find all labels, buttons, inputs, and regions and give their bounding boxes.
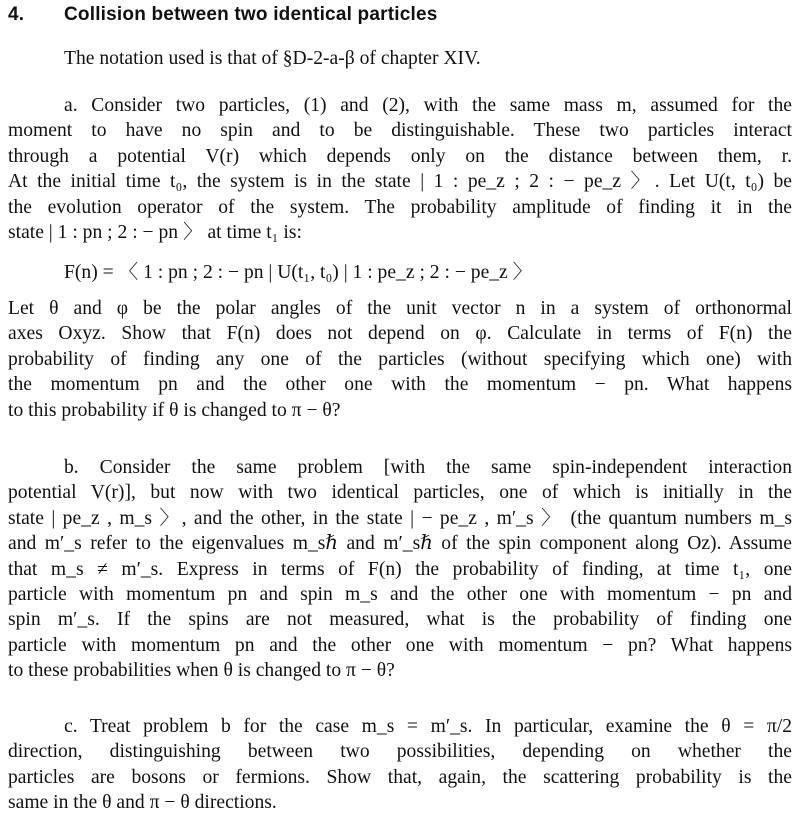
part-b-line: state | pe_z , m_s 〉, and the other, in the state | − pe_z , m′_s 〉 (the quantum numbers m_s	[8, 507, 792, 529]
part-a-paragraph	[8, 93, 792, 245]
part-c-line: c. Treat problem b for the case m_s = m′_s. In particular, examine the θ = π/2	[64, 716, 792, 737]
part-b-line: and m′_s refer to the eigenvalues m_sℏ and m′_sℏ of the spin component along Oz). Assume	[8, 533, 792, 555]
part-c-paragraph	[8, 714, 792, 816]
part-b-line: potential V(r)], but now with two identical particles, one of which is initially in the	[8, 482, 792, 504]
part-c-line: direction, distinguishing between two possibilities, depending on whether the	[8, 741, 792, 763]
part-b-line: b. Consider the same problem [with the same spin-independent interaction	[64, 457, 792, 478]
section-number: 4.	[8, 4, 25, 25]
part-b-line: that m_s ≠ m′_s. Express in terms of F(n) the probability of finding, at time t₁, one	[8, 558, 792, 580]
amplitude-equation: F(n) = 〈 1 : pn ; 2 : − pn | U(t₁, t₀) | 1 : pe_z ; 2 : − pe_z 〉	[64, 262, 533, 283]
part-a-after-line: probability of finding any one of the particles (without specifying which one) with	[8, 348, 792, 370]
intro-text: The notation used is that of §D-2-a-β of chapter XIV.	[64, 48, 481, 69]
part-a-line: a. Consider two particles, (1) and (2), with the same mass m, assumed for the	[64, 95, 792, 116]
part-b-line: spin m′_s. If the spins are not measured, what is the probability of finding one	[8, 609, 792, 631]
part-b-line: to these probabilities when θ is changed to π − θ?	[8, 660, 395, 682]
part-a-line: state | 1 : pn ; 2 : − pn 〉 at time t₁ is:	[8, 222, 302, 244]
part-a-after-line: the momentum pn and the other one with the momentum − pn. What happens	[8, 374, 792, 396]
intro-paragraph	[64, 46, 784, 71]
part-a-after-line: to this probability if θ is changed to π − θ?	[8, 399, 341, 421]
section-heading	[8, 4, 438, 26]
part-b-line: particle with momentum pn and the other one with momentum − pn? What happens	[8, 634, 792, 656]
part-a-line: moment to have no spin and to be distinguishable. These two particles interact	[8, 120, 792, 142]
part-c-line: particles are bosons or fermions. Show that, again, the scattering probability is the	[8, 766, 792, 788]
part-a-continuation	[8, 296, 792, 423]
part-b-paragraph	[8, 455, 792, 684]
part-a-line: through a potential V(r) which depends only on the distance between them, r.	[8, 145, 792, 167]
part-a-line: the evolution operator of the system. The probability amplitude of finding it in the	[8, 196, 792, 218]
part-c-line: same in the θ and π − θ directions.	[8, 792, 277, 814]
part-b-line: particle with momentum pn and spin m_s and the other one with momentum − pn and	[8, 584, 792, 606]
section-title: Collision between two identical particles	[64, 4, 438, 25]
part-a-line: At the initial time t₀, the system is in the state | 1 : pe_z ; 2 : − pe_z 〉. Let U(t, t₀) be	[8, 171, 792, 193]
part-a-after-line: axes Oxyz. Show that F(n) does not depend on φ. Calculate in terms of F(n) the	[8, 323, 792, 345]
part-a-after-line: Let θ and φ be the polar angles of the unit vector n in a system of orthonormal	[8, 298, 792, 319]
